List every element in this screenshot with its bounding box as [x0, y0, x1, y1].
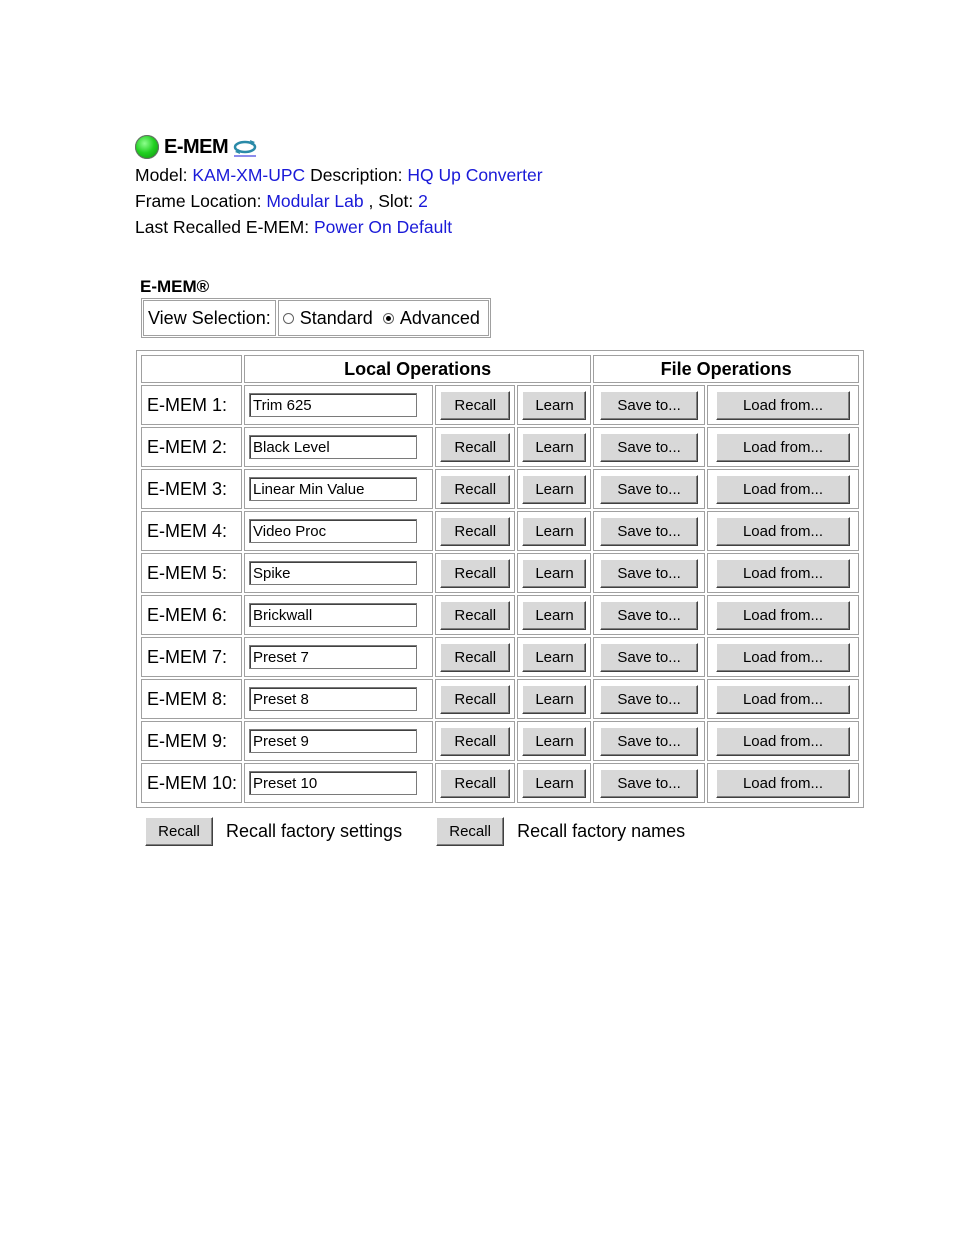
learn-cell — [517, 427, 591, 467]
table-row — [141, 469, 859, 509]
radio-advanced-label: Advanced — [399, 307, 480, 328]
save-cell — [593, 553, 705, 593]
learn-cell — [517, 469, 591, 509]
recall-cell — [435, 679, 515, 719]
local-operations-header: Local Operations — [244, 355, 591, 383]
learn-button[interactable]: Learn — [522, 769, 586, 798]
emem-row-label: E-MEM 4: — [141, 511, 242, 551]
save-cell — [593, 469, 705, 509]
load-cell — [707, 553, 859, 593]
emem-row-label: E-MEM 7: — [141, 637, 242, 677]
page-title: E-MEM — [164, 135, 229, 158]
learn-button[interactable]: Learn — [522, 475, 586, 504]
load-cell — [707, 511, 859, 551]
emem-row-label: E-MEM 10: — [141, 763, 242, 803]
load-from-button[interactable]: Load from... — [716, 433, 850, 462]
save-to-button[interactable]: Save to... — [600, 601, 698, 630]
recall-button[interactable]: Recall — [440, 433, 510, 462]
save-to-button[interactable]: Save to... — [600, 685, 698, 714]
save-to-button[interactable]: Save to... — [600, 643, 698, 672]
save-to-button[interactable]: Save to... — [600, 433, 698, 462]
model-label: Model: — [135, 165, 188, 185]
last-recalled-value: Power On Default — [313, 217, 453, 237]
view-selection — [141, 298, 491, 338]
device-header — [135, 132, 543, 240]
load-cell — [707, 595, 859, 635]
emem-name-cell — [244, 427, 433, 467]
load-cell — [707, 427, 859, 467]
recall-cell — [435, 637, 515, 677]
frame-label: Frame Location: — [135, 191, 262, 211]
table-row — [141, 553, 859, 593]
recall-cell — [435, 511, 515, 551]
save-to-button[interactable]: Save to... — [600, 517, 698, 546]
section-title: E-MEM® — [140, 277, 210, 296]
save-cell — [593, 763, 705, 803]
emem-row-label: E-MEM 6: — [141, 595, 242, 635]
load-from-button[interactable]: Load from... — [716, 391, 850, 420]
save-to-button[interactable]: Save to... — [600, 475, 698, 504]
table-row — [141, 595, 859, 635]
description-label: Description: — [310, 165, 403, 185]
recall-button[interactable]: Recall — [440, 769, 510, 798]
save-to-button[interactable]: Save to... — [600, 727, 698, 756]
save-to-button[interactable]: Save to... — [600, 769, 698, 798]
slot-value: 2 — [418, 191, 428, 211]
model-value: KAM-XM-UPC — [192, 165, 306, 185]
load-cell — [707, 679, 859, 719]
table-row — [141, 427, 859, 467]
header-empty-cell — [141, 355, 242, 383]
emem-name-cell — [244, 637, 433, 677]
recall-factory-names-label: Recall factory names — [517, 821, 686, 841]
load-from-button[interactable]: Load from... — [716, 727, 850, 756]
learn-cell — [517, 721, 591, 761]
learn-cell — [517, 595, 591, 635]
emem-name-cell — [244, 511, 433, 551]
load-from-button[interactable]: Load from... — [716, 769, 850, 798]
emem-name-cell — [244, 553, 433, 593]
model-line — [135, 162, 543, 188]
recall-cell — [435, 469, 515, 509]
recall-button[interactable]: Recall — [440, 601, 510, 630]
recall-factory-settings-label: Recall factory settings — [226, 821, 403, 841]
refresh-icon[interactable] — [232, 137, 258, 157]
table-row — [141, 721, 859, 761]
emem-name-cell — [244, 679, 433, 719]
emem-name-input[interactable] — [249, 561, 417, 585]
recall-button[interactable]: Recall — [440, 391, 510, 420]
save-cell — [593, 679, 705, 719]
emem-row-label: E-MEM 1: — [141, 385, 242, 425]
emem-table — [139, 353, 861, 805]
load-cell — [707, 385, 859, 425]
recall-button[interactable]: Recall — [440, 643, 510, 672]
emem-rows — [141, 385, 859, 803]
radio-standard[interactable] — [283, 308, 373, 329]
table-row — [141, 511, 859, 551]
recall-button[interactable]: Recall — [440, 559, 510, 588]
recall-factory-names-button[interactable]: Recall — [436, 817, 504, 846]
load-cell — [707, 763, 859, 803]
load-cell — [707, 637, 859, 677]
save-cell — [593, 385, 705, 425]
last-recalled-line — [135, 214, 543, 240]
learn-cell — [517, 553, 591, 593]
learn-button[interactable]: Learn — [522, 433, 586, 462]
recall-cell — [435, 553, 515, 593]
learn-cell — [517, 637, 591, 677]
description-value: HQ Up Converter — [407, 165, 543, 185]
learn-button[interactable]: Learn — [522, 727, 586, 756]
save-cell — [593, 637, 705, 677]
save-cell — [593, 427, 705, 467]
table-row — [141, 385, 859, 425]
save-cell — [593, 595, 705, 635]
emem-row-label: E-MEM 5: — [141, 553, 242, 593]
emem-name-input[interactable] — [249, 519, 417, 543]
table-row — [141, 763, 859, 803]
learn-cell — [517, 763, 591, 803]
frame-line — [135, 188, 543, 214]
radio-advanced[interactable] — [383, 308, 480, 329]
file-operations-header: File Operations — [593, 355, 859, 383]
table-row — [141, 679, 859, 719]
load-cell — [707, 469, 859, 509]
load-from-button[interactable]: Load from... — [716, 475, 850, 504]
load-from-button[interactable]: Load from... — [716, 643, 850, 672]
view-selection-label: View Selection: — [143, 300, 276, 336]
recall-cell — [435, 595, 515, 635]
recall-button[interactable]: Recall — [440, 475, 510, 504]
recall-cell — [435, 427, 515, 467]
slot-label: , Slot: — [368, 191, 414, 211]
recall-button[interactable]: Recall — [440, 517, 510, 546]
save-to-button[interactable]: Save to... — [600, 391, 698, 420]
recall-button[interactable]: Recall — [440, 727, 510, 756]
load-cell — [707, 721, 859, 761]
emem-name-input[interactable] — [249, 435, 417, 459]
learn-button[interactable]: Learn — [522, 517, 586, 546]
emem-name-input[interactable] — [249, 729, 417, 753]
table-row — [141, 637, 859, 677]
last-recalled-label: Last Recalled E-MEM: — [135, 217, 310, 237]
radio-advanced-button[interactable] — [383, 313, 394, 324]
learn-button[interactable]: Learn — [522, 601, 586, 630]
emem-name-input[interactable] — [249, 687, 417, 711]
save-cell — [593, 511, 705, 551]
radio-standard-button[interactable] — [283, 313, 294, 324]
load-from-button[interactable]: Load from... — [716, 601, 850, 630]
status-led-icon — [135, 135, 159, 159]
emem-name-input[interactable] — [249, 645, 417, 669]
load-from-button[interactable]: Load from... — [716, 685, 850, 714]
recall-cell — [435, 385, 515, 425]
learn-button[interactable]: Learn — [522, 559, 586, 588]
footer-actions — [145, 817, 685, 846]
load-from-button[interactable]: Load from... — [716, 559, 850, 588]
learn-cell — [517, 679, 591, 719]
emem-row-label: E-MEM 9: — [141, 721, 242, 761]
frame-value: Modular Lab — [266, 191, 364, 211]
emem-name-input[interactable] — [249, 771, 417, 795]
recall-button[interactable]: Recall — [440, 685, 510, 714]
title-row — [135, 132, 543, 162]
table-header-row — [141, 355, 859, 383]
emem-name-cell — [244, 721, 433, 761]
emem-name-input[interactable] — [249, 477, 417, 501]
radio-standard-label: Standard — [299, 307, 373, 328]
recall-cell — [435, 721, 515, 761]
emem-name-cell — [244, 595, 433, 635]
learn-button[interactable]: Learn — [522, 391, 586, 420]
emem-name-input[interactable] — [249, 603, 417, 627]
load-from-button[interactable]: Load from... — [716, 517, 850, 546]
learn-cell — [517, 511, 591, 551]
emem-name-cell — [244, 763, 433, 803]
emem-name-input[interactable] — [249, 393, 417, 417]
view-selection-options — [278, 300, 489, 336]
save-cell — [593, 721, 705, 761]
save-to-button[interactable]: Save to... — [600, 559, 698, 588]
emem-name-cell — [244, 385, 433, 425]
emem-row-label: E-MEM 8: — [141, 679, 242, 719]
emem-row-label: E-MEM 2: — [141, 427, 242, 467]
emem-name-cell — [244, 469, 433, 509]
learn-cell — [517, 385, 591, 425]
emem-grid — [136, 350, 864, 808]
learn-button[interactable]: Learn — [522, 643, 586, 672]
learn-button[interactable]: Learn — [522, 685, 586, 714]
recall-factory-settings-button[interactable]: Recall — [145, 817, 213, 846]
recall-cell — [435, 763, 515, 803]
emem-row-label: E-MEM 3: — [141, 469, 242, 509]
